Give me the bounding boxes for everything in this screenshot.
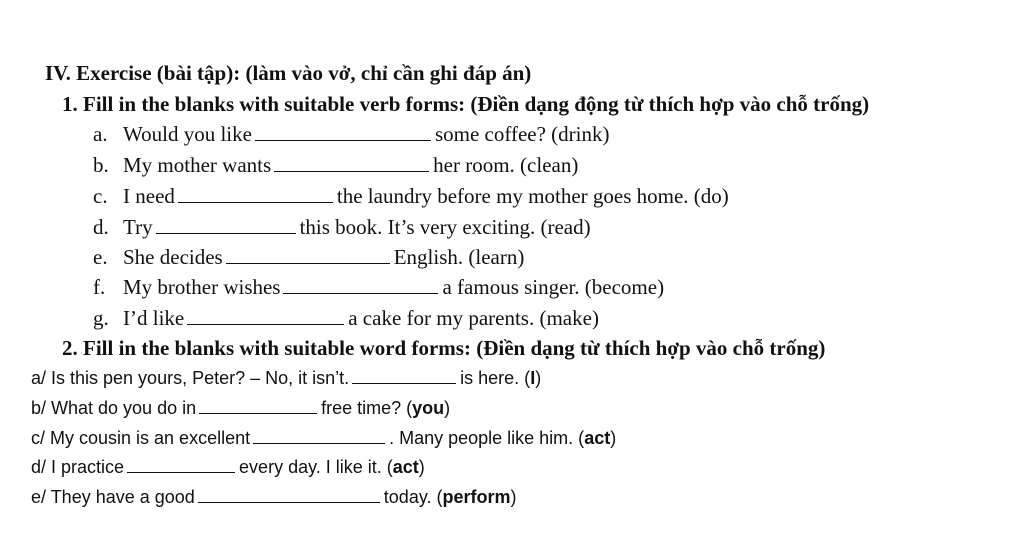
item-text-after: every day. I like it. (: [239, 457, 393, 477]
item-close: ): [444, 398, 451, 418]
part1-heading: 1. Fill in the blanks with suitable verb forms: (Điền dạng động từ thích hợp vào chỗ trống): [62, 92, 870, 116]
part1-item-d: [93, 215, 591, 240]
answer-blank[interactable]: [127, 471, 235, 473]
item-letter: g.: [93, 306, 109, 330]
item-text-before: c/ My cousin is an excellent: [31, 428, 251, 448]
item-letter: f.: [93, 275, 106, 299]
part2-item-b: [31, 398, 450, 419]
item-text-after: . Many people like him. (: [389, 428, 585, 448]
item-close: ): [510, 487, 517, 507]
part2-item-c: [31, 428, 616, 449]
item-hint: perform: [442, 487, 511, 507]
answer-blank[interactable]: [283, 292, 438, 294]
item-close: ): [535, 368, 542, 388]
section-title: IV. Exercise (bài tập): (làm vào vở, chỉ cần ghi đáp án): [45, 61, 532, 85]
item-text-before: d/ I practice: [31, 457, 125, 477]
item-letter: c.: [93, 184, 108, 208]
part1-item-c: [93, 184, 729, 209]
part2-heading: 2. Fill in the blanks with suitable word forms: (Điền dạng từ thích hợp vào chỗ trống): [62, 336, 826, 360]
item-text-after: today. (: [383, 487, 443, 507]
item-text-before: e/ They have a good: [31, 487, 195, 507]
answer-blank[interactable]: [198, 501, 380, 503]
item-text-before: b/ What do you do in: [31, 398, 197, 418]
item-text-after: the laundry before my mother goes home. (do): [336, 184, 729, 208]
item-hint: act: [584, 428, 611, 448]
part1-item-b: [93, 153, 578, 178]
part1-item-e: [93, 245, 524, 270]
item-letter: b.: [93, 153, 109, 177]
part2-item-d: [31, 457, 425, 478]
item-letter: d.: [93, 215, 109, 239]
answer-blank[interactable]: [178, 201, 333, 203]
part1-item-g: [93, 306, 599, 331]
item-close: ): [610, 428, 617, 448]
answer-blank[interactable]: [255, 139, 431, 141]
item-text-after: a cake for my parents. (make): [348, 306, 599, 330]
item-text-after: English. (learn): [393, 245, 525, 269]
part2-item-e: [31, 487, 517, 508]
item-text-before: Would you like: [123, 122, 252, 146]
answer-blank[interactable]: [187, 323, 344, 325]
answer-blank[interactable]: [352, 382, 456, 384]
item-close: ): [418, 457, 425, 477]
item-text-before: My brother wishes: [123, 275, 281, 299]
item-text-before: a/ Is this pen yours, Peter? – No, it isn’t.: [31, 368, 350, 388]
item-text-before: I’d like: [123, 306, 185, 330]
item-letter: e.: [93, 245, 108, 269]
item-text-after: free time? (: [321, 398, 413, 418]
item-hint: you: [412, 398, 445, 418]
item-letter: a.: [93, 122, 108, 146]
item-text-before: Try: [123, 215, 153, 239]
answer-blank[interactable]: [199, 412, 317, 414]
part2-item-a: [31, 368, 541, 389]
item-text-before: My mother wants: [123, 153, 272, 177]
part1-item-f: [93, 275, 664, 300]
answer-blank[interactable]: [156, 232, 296, 234]
item-text-before: She decides: [123, 245, 223, 269]
answer-blank[interactable]: [226, 262, 390, 264]
answer-blank[interactable]: [274, 170, 429, 172]
item-text-after: her room. (clean): [433, 153, 579, 177]
item-text-after: is here. (: [460, 368, 531, 388]
item-text-after: some coffee? (drink): [434, 122, 610, 146]
item-hint: act: [392, 457, 419, 477]
part1-item-a: [93, 122, 610, 147]
item-hint: I: [530, 368, 536, 388]
item-text-after: a famous singer. (become): [442, 275, 665, 299]
answer-blank[interactable]: [253, 442, 385, 444]
item-text-after: this book. It’s very exciting. (read): [299, 215, 591, 239]
item-text-before: I need: [123, 184, 175, 208]
